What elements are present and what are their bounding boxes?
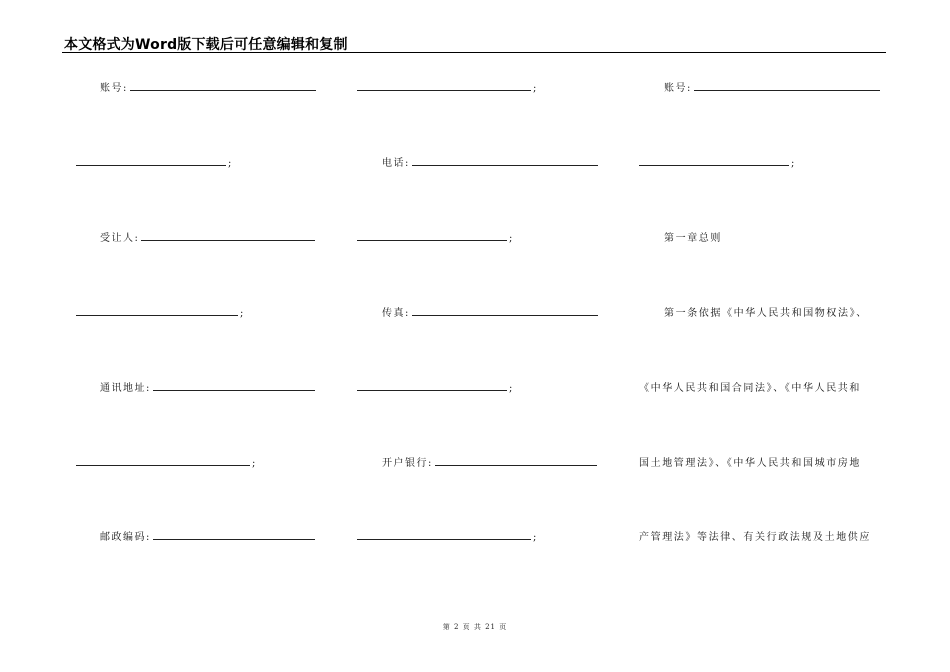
address-continuation-blank[interactable] [76,465,250,466]
chapter-heading: 第一章总则 [664,233,722,244]
header-title: 本文格式为Word版下载后可任意编辑和复制 [64,37,348,53]
assignee-field-row [100,228,315,244]
postcode-blank[interactable] [153,539,315,540]
article-line-3: 国土地管理法》、《中华人民共和国城市房地 [639,458,861,469]
header-rule [62,52,886,53]
fax-field-row [382,303,598,319]
semicolon: ; [791,158,795,169]
account-2-continuation-row [639,153,794,169]
semicolon: ; [509,383,513,394]
assignee-continuation-row [76,303,243,319]
article-line-4: 产管理法》等法律、有关行政法规及土地供应 [639,532,871,543]
phone-continuation-row [357,228,512,244]
address-blank[interactable] [153,390,315,391]
phone-label: 电话: [382,158,410,169]
account-continuation-row [76,153,231,169]
postcode-field-row [100,527,315,543]
bank-continuation-row [357,527,536,543]
account-tail-row [357,78,536,94]
bank-blank[interactable] [435,465,597,466]
account-tail-blank[interactable] [357,90,531,91]
fax-label: 传真: [382,308,410,319]
semicolon: ; [533,532,537,543]
address-label: 通讯地址: [100,383,151,394]
phone-blank[interactable] [412,165,598,166]
fax-continuation-blank[interactable] [357,390,507,391]
postcode-label: 邮政编码: [100,532,151,543]
account-field-row [100,78,316,94]
semicolon: ; [240,308,244,319]
phone-field-row [382,153,598,169]
account-2-continuation-blank[interactable] [639,165,789,166]
account-blank[interactable] [130,90,316,91]
address-field-row [100,378,315,394]
article-line-1: 第一条依据《中华人民共和国物权法》、 [664,308,868,319]
bank-field-row [382,453,597,469]
semicolon: ; [228,158,232,169]
account-2-blank[interactable] [694,90,880,91]
bank-continuation-blank[interactable] [357,539,531,540]
semicolon: ; [252,458,256,469]
assignee-label: 受让人: [100,233,140,244]
account-2-label: 账号: [664,83,692,94]
account-label: 账号: [100,83,128,94]
phone-continuation-blank[interactable] [357,240,507,241]
fax-continuation-row [357,378,512,394]
account-2-field-row [664,78,880,94]
article-line-2: 《中华人民共和国合同法》、《中华人民共和 [639,383,861,394]
address-continuation-row [76,453,255,469]
fax-blank[interactable] [412,315,598,316]
semicolon: ; [533,83,537,94]
bank-label: 开户银行: [382,458,433,469]
semicolon: ; [509,233,513,244]
assignee-blank[interactable] [141,240,315,241]
account-continuation-blank[interactable] [76,165,226,166]
assignee-continuation-blank[interactable] [76,315,238,316]
page-number: 第 2 页 共 21 页 [442,623,508,631]
